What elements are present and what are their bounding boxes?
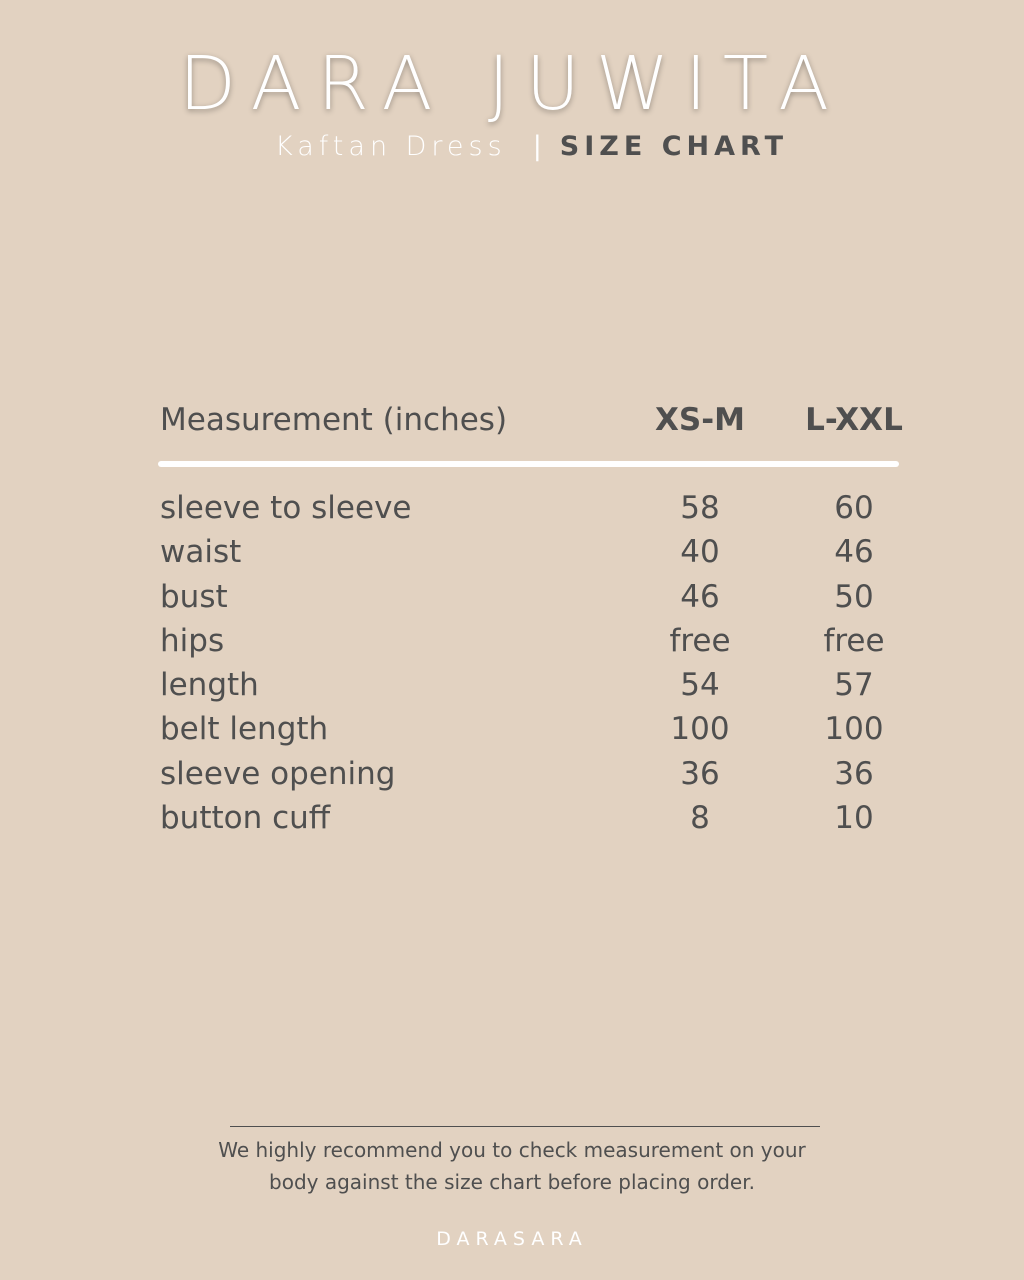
footer-note-line: body against the size chart before placing order. (269, 1170, 755, 1194)
value-l-xxl: 57 (834, 667, 874, 704)
table-row (160, 486, 900, 530)
table-row (160, 752, 900, 796)
value-l-xxl: 10 (834, 800, 874, 837)
value-l-xxl: 46 (834, 534, 874, 571)
table-header (160, 398, 903, 442)
row-label: waist (160, 534, 242, 571)
row-label: length (160, 667, 259, 704)
value-l-xxl: 100 (824, 711, 884, 748)
row-label: hips (160, 622, 225, 659)
footer-divider (230, 1126, 820, 1127)
value-xs-m: 46 (680, 578, 720, 615)
value-l-xxl: 60 (834, 490, 874, 526)
header-divider (158, 461, 899, 467)
value-xs-m: 40 (680, 534, 720, 571)
row-label: sleeve opening (160, 755, 396, 792)
value-xs-m: 58 (680, 490, 720, 526)
table-row (160, 663, 900, 707)
value-xs-m: 54 (680, 667, 720, 704)
column-header-xs-m: XS-M (655, 402, 745, 438)
table-row (160, 575, 900, 619)
row-label: belt length (160, 711, 329, 748)
value-xs-m: 8 (690, 800, 710, 837)
value-l-xxl: free (823, 622, 885, 659)
value-xs-m: 100 (670, 711, 730, 748)
column-header-measurement: Measurement (inches) (160, 402, 508, 438)
value-xs-m: 36 (680, 755, 720, 792)
value-xs-m: free (669, 622, 731, 659)
chart-title: SIZE CHART (559, 130, 789, 162)
table-row (160, 707, 900, 751)
value-l-xxl: 50 (834, 578, 874, 615)
value-l-xxl: 36 (834, 755, 874, 792)
table-row (160, 530, 900, 574)
footer-brand: DARASARA (436, 1228, 588, 1250)
table-body (160, 486, 900, 840)
table-row (160, 796, 900, 840)
row-label: sleeve to sleeve (160, 490, 412, 526)
column-header-l-xxl: L-XXL (805, 402, 903, 438)
row-label: button cuff (160, 800, 331, 837)
table-row (160, 619, 900, 663)
footer-note (212, 1134, 812, 1198)
subtitle-row (275, 128, 788, 164)
product-name: Kaftan Dress (275, 130, 507, 162)
row-label: bust (160, 578, 228, 615)
subtitle-separator: | (532, 130, 542, 162)
brand-title: DARA JUWITA (179, 41, 845, 127)
footer-note-line: We highly recommend you to check measurement on your (218, 1138, 806, 1162)
